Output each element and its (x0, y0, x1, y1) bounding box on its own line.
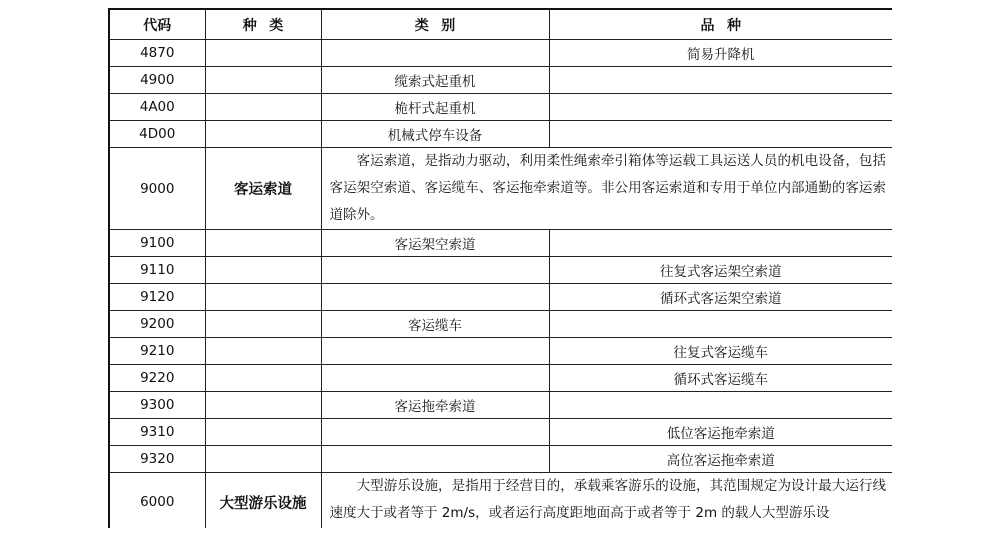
row-category (321, 257, 549, 284)
row-code: 4D00 (109, 121, 205, 148)
row-code: 6000 (109, 473, 205, 529)
row-code: 9200 (109, 311, 205, 338)
row-code: 4900 (109, 67, 205, 94)
row-kind (205, 392, 321, 419)
header-category: 类别 (321, 9, 549, 40)
table-row (109, 257, 892, 284)
equipment-catalog-table-wrapper (108, 8, 892, 528)
row-code: 9110 (109, 257, 205, 284)
row-code: 9320 (109, 446, 205, 473)
header-kind: 种类 (205, 9, 321, 40)
row-variety: 循环式客运架空索道 (549, 284, 892, 311)
row-variety: 高位客运拖牵索道 (549, 446, 892, 473)
row-kind: 客运索道 (205, 148, 321, 230)
row-kind (205, 257, 321, 284)
row-category: 客运拖牵索道 (321, 392, 549, 419)
header-row (109, 9, 892, 40)
row-variety (549, 121, 892, 148)
row-kind (205, 40, 321, 67)
row-kind (205, 446, 321, 473)
row-category: 机械式停车设备 (321, 121, 549, 148)
row-category: 客运缆车 (321, 311, 549, 338)
row-variety: 往复式客运架空索道 (549, 257, 892, 284)
row-kind: 大型游乐设施 (205, 473, 321, 529)
row-kind (205, 121, 321, 148)
row-code: 4870 (109, 40, 205, 67)
row-variety: 低位客运拖牵索道 (549, 419, 892, 446)
row-kind (205, 365, 321, 392)
header-code: 代码 (109, 9, 205, 40)
row-description (321, 473, 892, 529)
table-row (109, 392, 892, 419)
header-variety: 品种 (549, 9, 892, 40)
row-kind (205, 67, 321, 94)
row-kind (205, 419, 321, 446)
row-variety (549, 94, 892, 121)
row-variety (549, 230, 892, 257)
row-code: 9210 (109, 338, 205, 365)
row-kind (205, 311, 321, 338)
row-variety (549, 67, 892, 94)
row-variety: 往复式客运缆车 (549, 338, 892, 365)
table-row (109, 311, 892, 338)
row-category: 桅杆式起重机 (321, 94, 549, 121)
table-row (109, 338, 892, 365)
row-description-text: 客运索道，是指动力驱动，利用柔性绳索牵引箱体等运载工具运送人员的机电设备，包括客运架空索道、客运缆车、客运拖牵索道等。非公用客运索道和专用于单位内部通勤的客运索道除外。 (329, 153, 886, 223)
row-category: 缆索式起重机 (321, 67, 549, 94)
row-code: 9000 (109, 148, 205, 230)
row-code: 4A00 (109, 94, 205, 121)
row-category (321, 419, 549, 446)
row-code: 9310 (109, 419, 205, 446)
row-code: 9120 (109, 284, 205, 311)
row-category (321, 446, 549, 473)
table-row (109, 284, 892, 311)
table-row-description (109, 473, 892, 529)
row-kind (205, 284, 321, 311)
row-description-text: 大型游乐设施，是指用于经营目的，承载乘客游乐的设施，其范围规定为设计最大运行线速度大于或者等于 2m/s，或者运行高度距地面高于或者等于 2m 的载人大型游乐设 (329, 478, 886, 521)
table-row (109, 67, 892, 94)
table-row (109, 446, 892, 473)
table-row (109, 419, 892, 446)
table-row (109, 365, 892, 392)
row-kind (205, 230, 321, 257)
row-category (321, 284, 549, 311)
table-row (109, 40, 892, 67)
row-kind (205, 94, 321, 121)
equipment-catalog-table (108, 8, 892, 528)
row-variety: 循环式客运缆车 (549, 365, 892, 392)
table-row (109, 121, 892, 148)
table-row (109, 230, 892, 257)
row-description (321, 148, 892, 230)
table-row-description (109, 148, 892, 230)
row-code: 9100 (109, 230, 205, 257)
row-variety (549, 311, 892, 338)
row-category (321, 365, 549, 392)
row-kind (205, 338, 321, 365)
table-row (109, 94, 892, 121)
row-code: 9300 (109, 392, 205, 419)
row-variety (549, 392, 892, 419)
row-code: 9220 (109, 365, 205, 392)
row-category (321, 40, 549, 67)
row-variety: 简易升降机 (549, 40, 892, 67)
row-category (321, 338, 549, 365)
row-category: 客运架空索道 (321, 230, 549, 257)
